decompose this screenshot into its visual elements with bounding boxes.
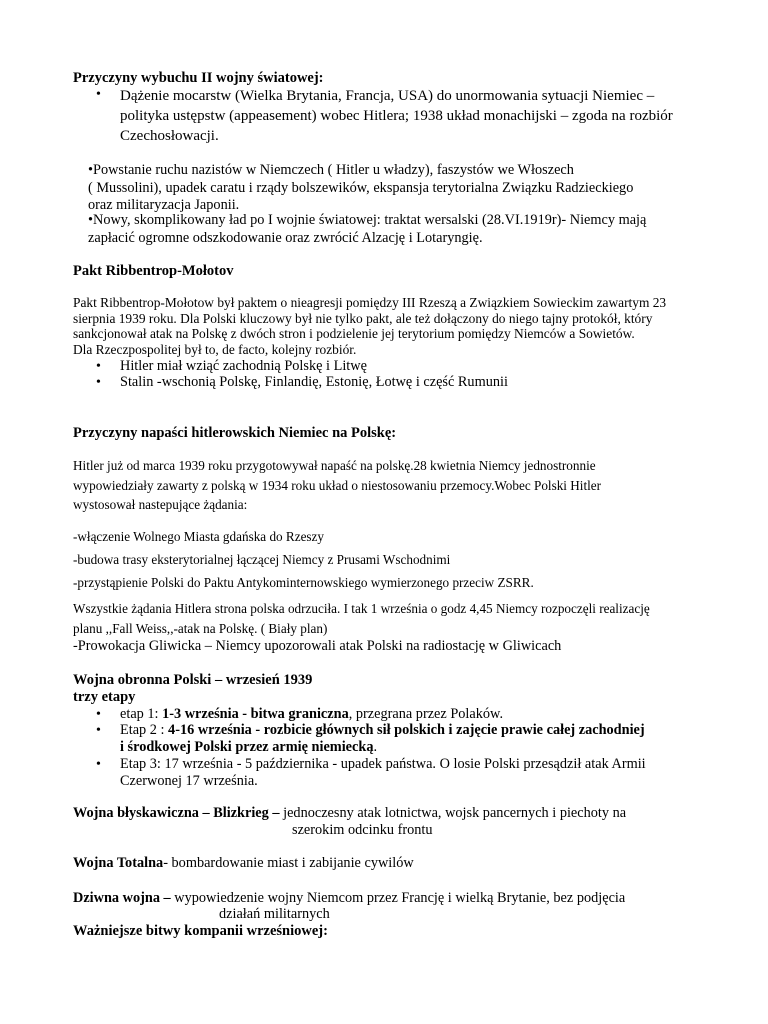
phoney-war-term: Dziwna wojna – (73, 890, 171, 906)
bullet-icon: • (96, 757, 101, 772)
blitzkrieg-def-2: szerokim odcinku frontu (292, 822, 433, 838)
text-line: Czechosłowacji. (120, 128, 219, 144)
para-versailles (88, 212, 646, 247)
bullet-hitler-share: Hitler miał wziąć zachodnią Polskę i Litwę (120, 358, 367, 374)
demand-gdansk: -włączenie Wolnego Miasta gdańska do Rzeszy (73, 529, 325, 544)
text-line: Dążenie mocarstw (Wielka Brytania, Francja, USA) do unormowania sytuacji Niemiec – (120, 88, 655, 104)
bullet-icon: • (96, 359, 101, 374)
bullet-icon: • (96, 723, 101, 738)
bullet-icon: • (96, 87, 101, 102)
subheading-three-stages: trzy etapy (73, 689, 136, 705)
phoney-war-def-1: wypowiedzenie wojny Niemcom przez Francję i wielką Brytanie, bez podjęcia (170, 890, 626, 906)
text-line: Hitler już od marca 1939 roku przygotowywał napaść na polskę.28 kwietnia Niemcy jednostronnie (73, 458, 596, 473)
demand-anti-comintern: -przystąpienie Polski do Paktu Antykominternowskiego wymierzonego przeciw ZSRR. (73, 575, 534, 590)
stage-2 (120, 722, 645, 756)
stage-2-prefix: Etap 2 : (120, 722, 169, 738)
stage-1-suffix: , przegrana przez Polaków. (348, 706, 504, 722)
phoney-war-def-2: działań militarnych (219, 906, 330, 922)
text-line: wystosował nastepujące żądania: (73, 497, 248, 512)
stage-1-bold: 1-3 września - bitwa graniczna (162, 706, 349, 722)
text-line: Pakt Ribbentrop-Mołotow był paktem o nieagresji pomiędzy III Rzeszą a Związkiem Sowieckim zawartym 23 (73, 295, 667, 310)
stage-1-prefix: etap 1: (120, 706, 163, 722)
bullet-icon: • (96, 707, 101, 722)
para-rejection (73, 599, 650, 638)
para-nazism-rise (88, 162, 633, 215)
heading-september-battles: Ważniejsze bitwy kompanii wrześniowej: (73, 923, 328, 939)
bullet-icon: • (96, 375, 101, 390)
heading-attack-causes: Przyczyny napaści hitlerowskich Niemiec na Polskę: (73, 425, 397, 441)
gliwice-provocation: -Prowokacja Gliwicka – Niemcy upozorowali atak Polski na radiostację w Gliwicach (73, 638, 562, 654)
para-pact-description (73, 295, 666, 357)
text-line: Etap 3: 17 września - 5 października - upadek państwa. O losie Polski przesądził atak Armii (120, 756, 646, 772)
stage-1 (120, 706, 503, 723)
total-war-def: - bombardowanie miast i zabijanie cywilów (163, 855, 414, 871)
stage-2-suffix: . (373, 739, 378, 755)
text-line: ( Mussolini), upadek caratu i rządy bolszewików, ekspansja terytorialna Związku Radzieckiego (88, 179, 634, 196)
blitzkrieg-definition (73, 805, 626, 822)
text-line: •Powstanie ruchu nazistów w Niemczech ( Hitler u władzy), faszystów we Włoszech (88, 162, 574, 178)
text-line: Czerwonej 17 września. (120, 773, 258, 789)
text-line: oraz militaryzacja Japonii. (88, 197, 240, 213)
demand-extraterritorial-road: -budowa trasy eksterytorialnej łączącej Niemcy z Prusami Wschodnimi (73, 552, 451, 567)
text-line: wypowiedziały zawarty z polską w 1934 roku układ o niestosowaniu przemocy.Wobec Polski Hitler (73, 477, 602, 493)
text-line: Dla Rzeczpospolitej był to, de facto, kolejny rozbiór. (73, 341, 357, 357)
blitzkrieg-def-1: jednoczesny atak lotnictwa, wojsk pancernych i piechoty na (279, 805, 627, 821)
heading-causes-ww2: Przyczyny wybuchu II wojny światowej: (73, 70, 324, 86)
text-line: planu ,,Fall Weiss,,-atak na Polskę. ( Biały plan) (73, 620, 328, 636)
bullet-appeasement (120, 86, 673, 146)
heading-ribbentrop-molotov: Pakt Ribbentrop-Mołotov (73, 263, 234, 279)
blitzkrieg-term: Wojna błyskawiczna – Blizkrieg – (73, 805, 280, 821)
text-line: zapłacić ogromne odszkodowanie oraz zwrócić Alzację i Lotaryngię. (88, 229, 483, 246)
total-war-term: Wojna Totalna (73, 855, 164, 871)
heading-defensive-war: Wojna obronna Polski – wrzesień 1939 (73, 672, 313, 688)
text-line: sankcjonował atak na Polskę z dwóch stron i podzielenie jej terytorium pomiędzy Niemców a Sowietów. (73, 326, 635, 341)
text-line: Wszystkie żądania Hitlera strona polska odrzuciła. I tak 1 września o godz 4,45 Niemcy rozpoczęli realizację (73, 601, 650, 616)
stage-2-bold-2: i środkowej Polski przez armię niemiecką (120, 739, 374, 755)
stage-3 (120, 756, 646, 790)
bullet-stalin-share: Stalin -wschonią Polskę, Finlandię, Estonię, Łotwę i część Rumunii (120, 374, 508, 390)
phoney-war-definition (73, 890, 625, 907)
total-war-definition (73, 855, 414, 872)
text-line: sierpnia 1939 roku. Dla Polski kluczowy był nie tylko pakt, ale też dołączony do niego tajny protokół, który (73, 310, 653, 326)
para-hitler-preparations (73, 456, 601, 515)
text-line: polityka ustępstw (appeasement) wobec Hitlera; 1938 układ monachijski – zgoda na rozbiór (120, 108, 673, 124)
text-line: •Nowy, skomplikowany ład po I wojnie światowej: traktat wersalski (28.VI.1919r)- Niemcy mają (88, 212, 647, 228)
stage-2-bold-1: 4-16 września - rozbicie głównych sił polskich i zajęcie prawie całej zachodniej (168, 722, 645, 738)
